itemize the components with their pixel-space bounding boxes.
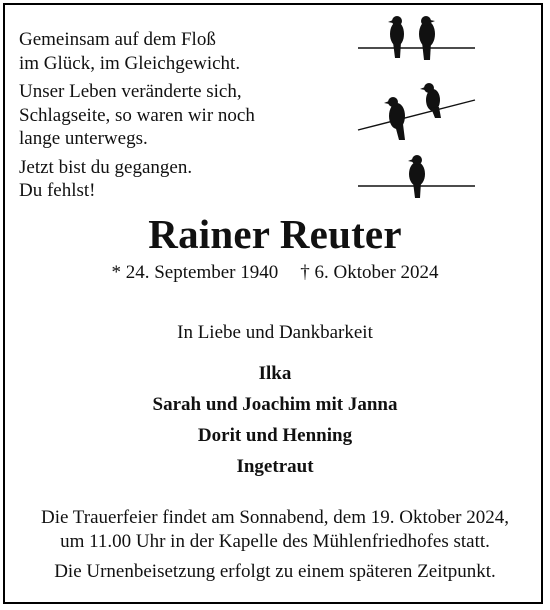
crow-icon [384, 97, 405, 140]
life-dates [0, 262, 550, 284]
mourner-name: Ingetraut [236, 456, 314, 477]
poem-stanza-2 [19, 80, 255, 151]
mourner-name: Ilka [258, 363, 292, 384]
poem-line: Du fehlst! [19, 180, 96, 201]
poem-line: Unser Leben veränderte sich, [19, 81, 242, 102]
crow-icon [419, 16, 435, 60]
service-info [0, 506, 550, 554]
crows-on-wires-illustration [355, 12, 480, 202]
death-date: † 6. Oktober 2024 [300, 262, 439, 283]
poem-line: im Glück, im Gleichgewicht. [19, 52, 241, 74]
intro-line: In Liebe und Dankbarkeit [177, 322, 373, 343]
deceased-name: Rainer Reuter [148, 211, 402, 257]
poem-line: lange unterwegs. [19, 128, 148, 149]
mourner-name: Sarah und Joachim mit Janna [152, 394, 398, 415]
poem-stanza-1 [19, 28, 255, 75]
poem-line: Gemeinsam auf dem Floß [19, 29, 216, 50]
service-line: um 11.00 Uhr in der Kapelle des Mühlenfriedhofes statt. [60, 531, 490, 552]
poem-line: Schlagseite, so waren wir noch [19, 104, 255, 126]
mourners-list [0, 358, 550, 482]
crow-icon [408, 155, 425, 198]
birth-date: * 24. September 1940 [111, 262, 279, 283]
mourner-name: Dorit und Henning [197, 425, 353, 446]
crow-icon [388, 16, 404, 58]
poem [19, 28, 255, 208]
urn-burial-note: Die Urnenbeisetzung erfolgt zu einem späteren Zeitpunkt. [54, 561, 496, 582]
wire-icon [358, 100, 475, 130]
poem-line: Jetzt bist du gegangen. [19, 156, 193, 178]
poem-stanza-3 [19, 156, 255, 203]
service-line: Die Trauerfeier findet am Sonnabend, dem 19. Oktober 2024, [40, 507, 510, 528]
